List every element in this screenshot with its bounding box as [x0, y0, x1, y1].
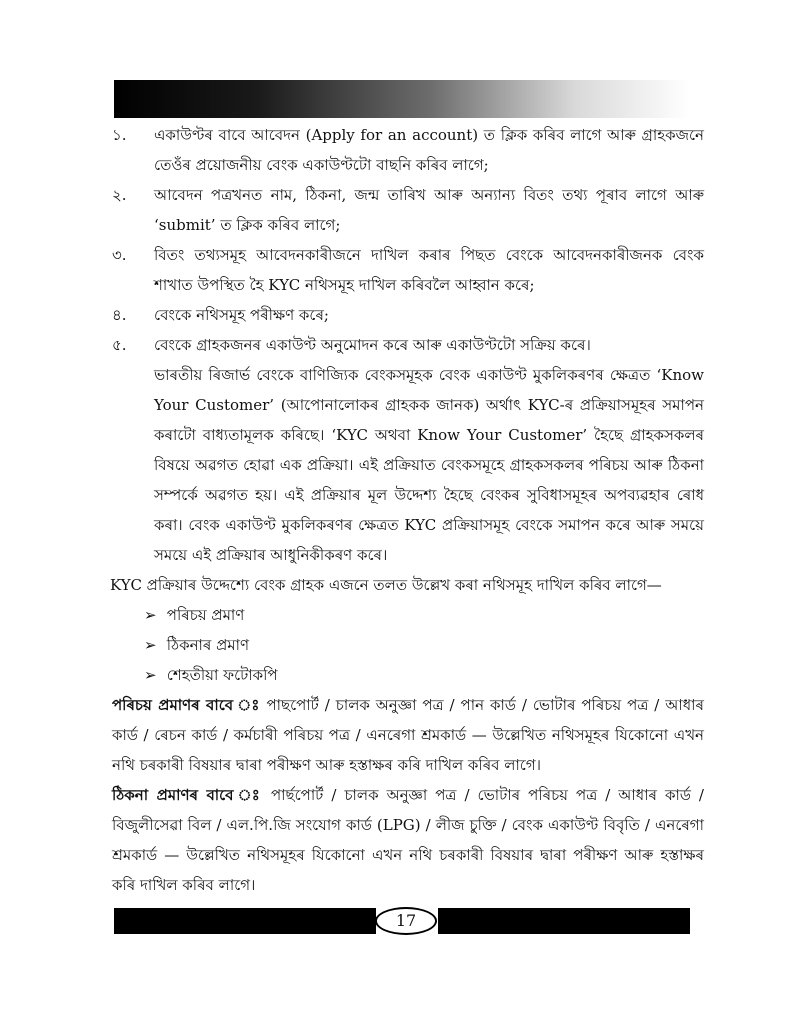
item-text: বিতং তথ্যসমূহ আবেদনকাৰীজনে দাখিল কৰাৰ পিছত বেংকে আবেদনকাৰীজনক বেংক শাখাত উপস্থিত হৈ KYC নথিসমূহ দাখিল কৰিবলৈ আহ্বান কৰে; — [154, 246, 704, 294]
list-item — [112, 240, 704, 300]
address-proof-section — [112, 780, 704, 900]
bullet-text: পৰিচয় প্ৰমাণ — [166, 606, 245, 624]
identity-proof-label: পৰিচয় প্ৰমাণৰ বাবে ঃ — [112, 696, 261, 714]
identity-proof-section — [112, 690, 704, 780]
item-number: ৪. — [112, 306, 127, 324]
arrow-bullet-icon: ➢ — [144, 606, 157, 624]
kyc-intro: KYC প্ৰক্ৰিয়াৰ উদ্দেশ্যে বেংক গ্ৰাহক এজনে তলত উল্লেখ কৰা নথিসমূহ দাখিল কৰিব লাগে— — [110, 576, 662, 594]
item-text: বেংকে গ্ৰাহকজনৰ একাউণ্ট অনুমোদন কৰে আৰু একাউণ্টটো সক্ৰিয় কৰে। — [154, 336, 591, 354]
identity-proof-text: পাছপোৰ্ট / চালক অনুজ্ঞা পত্ৰ / পান কাৰ্ড / ভোটাৰ পৰিচয় পত্ৰ / আধাৰ কাৰ্ড / ৰেচন কাৰ্ড / কৰ্মচাৰী পৰিচয় পত্ৰ / এনৰেগা শ্ৰমকাৰ্ড — উল্লেখিত নথিসমূহৰ যিকোনো এখন নথি চৰকাৰী বিষয়াৰ দ্বাৰা পৰীক্ষণ আৰু হস্তাক্ষৰ কৰি দাখিল কৰিব লাগে। — [112, 696, 704, 774]
list-item — [112, 330, 704, 360]
kyc-paragraph: ভাৰতীয় ৰিজাৰ্ভ বেংকে বাণিজ্যিক বেংকসমূহক বেংক একাউণ্ট মুকলিকৰণৰ ক্ষেত্ৰত ‘Know Your Customer’ (আপোনালোকৰ গ্ৰাহকক জানক) অৰ্থাৎ KYC-ৰ প্ৰক্ৰিয়াসমূহৰ সমাপন কৰাটো বাধ্যতামূলক কৰিছে। ‘KYC অথবা Know Your Customer’ হৈছে গ্ৰাহকসকলৰ বিষয়ে অৱগত হোৱা এক প্ৰক্ৰিয়া। এই প্ৰক্ৰিয়াত বেংকসমূহে গ্ৰাহকসকলৰ পৰিচয় আৰু ঠিকনা সম্পৰ্কে অৱগত হয়। এই প্ৰক্ৰিয়াৰ মূল উদ্দেশ্য হৈছে বেংকৰ সুবিধাসমূহৰ অপব্যৱহাৰ ৰোধ কৰা। বেংক একাউণ্ট মুকলিকৰণৰ ক্ষেত্ৰত KYC প্ৰক্ৰিয়াসমূহ বেংকে সমাপন কৰে আৰু সময়ে সময়ে এই প্ৰক্ৰিয়াৰ আধুনিকীকৰণ কৰে। — [154, 366, 704, 564]
item-text: একাউণ্টৰ বাবে আবেদন (Apply for an account) ত ক্লিক কৰিব লাগে আৰু গ্ৰাহকজনে তেওঁৰ প্ৰয়োজনীয় বেংক একাউণ্টটো বাছনি কৰিব লাগে; — [154, 126, 704, 174]
list-item — [112, 180, 704, 240]
page-content — [112, 120, 704, 900]
address-proof-label: ঠিকনা প্ৰমাণৰ বাবে ঃ — [112, 786, 263, 804]
item-number: ৫. — [112, 336, 127, 354]
arrow-bullet-icon: ➢ — [144, 666, 157, 684]
item-number: ২. — [112, 186, 127, 204]
bullet-text: শেহতীয়া ফটোকপি — [166, 666, 278, 684]
list-item — [112, 120, 704, 180]
item-text: আবেদন পত্ৰখনত নাম, ঠিকনা, জন্ম তাৰিখ আৰু অন্যান্য বিতং তথ্য পূৰাব লাগে আৰু ‘submit’ ত ক্লিক কৰিব লাগে; — [154, 186, 704, 234]
list-item — [112, 630, 704, 660]
document-list — [112, 600, 704, 690]
list-item — [112, 600, 704, 630]
bullet-text: ঠিকনাৰ প্ৰমাণ — [166, 636, 250, 654]
address-proof-text: পাৰ্ছপোৰ্ট / চালক অনুজ্ঞা পত্ৰ / ভোটাৰ পৰিচয় পত্ৰ / আধাৰ কাৰ্ড / বিজুলীসেৱা বিল / এল.পি.জি সংযোগ কাৰ্ড (LPG) / লীজ চুক্তি / বেংক একাউণ্ট বিবৃতি / এনৰেগা শ্ৰমকাৰ্ড — উল্লেখিত নথিসমূহৰ যিকোনো এখন নথি চৰকাৰী বিষয়াৰ দ্বাৰা পৰীক্ষণ আৰু হস্তাক্ষৰ কৰি দাখিল কৰিব লাগে। — [112, 786, 704, 894]
item-number: ১. — [112, 126, 127, 144]
arrow-bullet-icon: ➢ — [144, 636, 157, 654]
item-text: বেংকে নথিসমূহ পৰীক্ষণ কৰে; — [154, 306, 329, 324]
header-gradient-bar — [114, 80, 690, 118]
item-number: ৩. — [112, 246, 127, 264]
list-item — [112, 300, 704, 330]
list-item — [112, 660, 704, 690]
footer-bar-right — [438, 908, 690, 934]
footer-bar-left — [114, 908, 376, 934]
page-number: 17 — [375, 907, 437, 935]
